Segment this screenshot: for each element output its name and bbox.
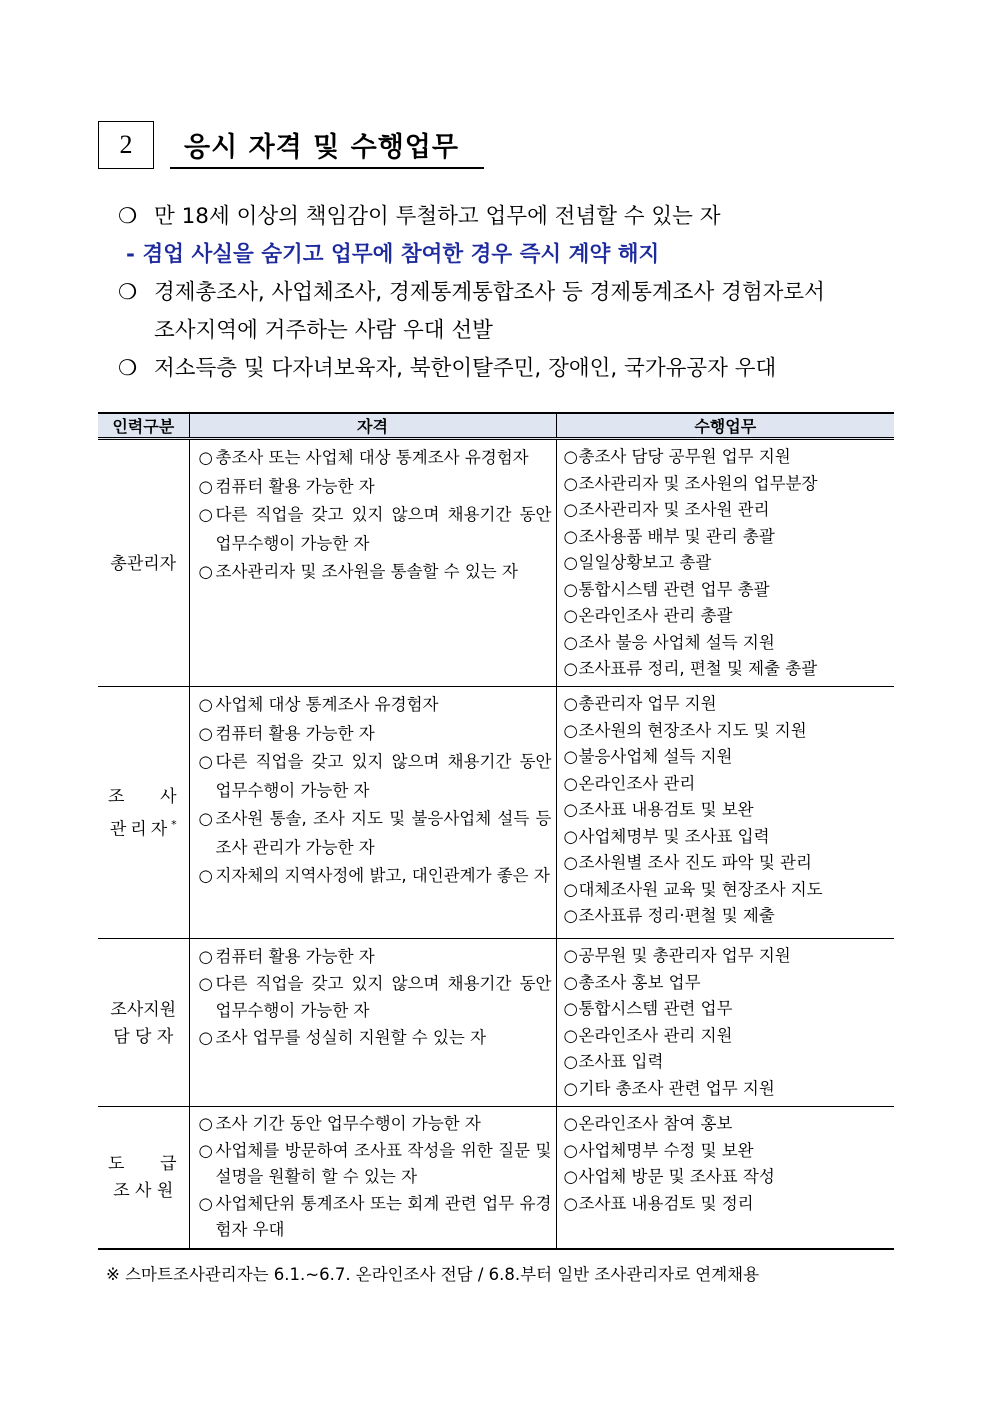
header-qualification: 자격 xyxy=(189,413,556,439)
list-item: ○ 공무원 및 총관리자 업무 지원 xyxy=(563,946,791,965)
role-cell: 도 급 조 사 원 xyxy=(98,1107,189,1249)
bullet-item: ❍ 만 18세 이상의 책임감이 투철하고 업무에 전념할 수 있는 자 xyxy=(118,198,908,236)
list-item: ○ 조사관리자 및 조사원을 통솔할 수 있는 자 xyxy=(198,562,518,581)
list-item: ○ 온라인조사 관리 총괄 xyxy=(563,606,733,625)
qualification-cell xyxy=(189,687,556,939)
section-title: 응시 자격 및 수행업무 xyxy=(170,121,484,169)
circle-bullet-icon: ❍ xyxy=(118,280,138,305)
list-item: ○ 사업체단위 통계조사 또는 회계 관련 업무 유경험자 우대 xyxy=(198,1193,552,1239)
role-cell: 조사지원 담 당 자 xyxy=(98,939,189,1107)
list-item: ○ 컴퓨터 활용 가능한 자 xyxy=(198,723,375,743)
list-item: ○ 조사원의 현장조사 지도 및 지원 xyxy=(563,720,807,740)
table-row xyxy=(98,1107,894,1249)
bullet-item: ❍ 저소득층 및 다자녀보육자, 북한이탈주민, 장애인, 국가유공자 우대 xyxy=(118,350,908,388)
table-row xyxy=(98,439,894,687)
list-item: ○ 조사표 내용검토 및 정리 xyxy=(563,1193,754,1213)
list-item: ○ 조사 기간 동안 업무수행이 가능한 자 xyxy=(198,1114,481,1133)
table-row xyxy=(98,687,894,939)
role-cell: 총관리자 xyxy=(98,439,189,687)
list-item: ○ 지자체의 지역사정에 밝고, 대인관계가 좋은 자 xyxy=(198,866,550,885)
duties-cell xyxy=(556,687,894,939)
qualification-cell xyxy=(189,1107,556,1249)
role-cell: 조 사 관리자* xyxy=(98,687,189,939)
list-item: ○ 조사표 입력 xyxy=(563,1052,664,1071)
circle-bullet-icon: ❍ xyxy=(118,204,138,229)
list-item: ○ 조사표류 정리, 편철 및 제출 총괄 xyxy=(563,659,818,678)
list-item: ○ 다른 직업을 갖고 있지 않으며 채용기간 동안 업무수행이 가능한 자 xyxy=(198,752,552,800)
list-item: ○ 총조사 홍보 업무 xyxy=(563,972,701,992)
list-item: ○ 사업체명부 및 조사표 입력 xyxy=(563,826,770,846)
list-item: ○ 조사 불응 사업체 설득 지원 xyxy=(563,632,775,652)
table-header-row xyxy=(98,413,894,439)
footnote: ※ 스마트조사관리자는 6.1.~6.7. 온라인조사 전담 / 6.8.부터 일반 조사관리자로 연계채용 xyxy=(106,1265,760,1284)
list-item: ○ 조사원 통솔, 조사 지도 및 불응사업체 설득 등 조사 관리가 가능한 자 xyxy=(198,809,552,857)
circle-bullet-icon: ❍ xyxy=(118,356,138,381)
list-item: ○ 불응사업체 설득 지원 xyxy=(563,747,733,766)
staffing-table xyxy=(98,412,894,1250)
list-item: ○ 총조사 담당 공무원 업무 지원 xyxy=(563,447,791,466)
duties-cell xyxy=(556,1107,894,1249)
list-item: ○ 조사용품 배부 및 관리 총괄 xyxy=(563,526,775,546)
list-item: ○ 총관리자 업무 지원 xyxy=(563,694,717,713)
list-item: ○ 온라인조사 참여 홍보 xyxy=(563,1114,733,1133)
duties-cell xyxy=(556,939,894,1107)
list-item: ○ 조사관리자 및 조사원의 업무분장 xyxy=(563,473,818,493)
list-item: ○ 일일상황보고 총괄 xyxy=(563,553,712,572)
qualification-bullets xyxy=(118,198,908,388)
list-item: ○ 기타 총조사 관련 업무 지원 xyxy=(563,1078,775,1098)
header-role: 인력구분 xyxy=(98,413,189,439)
list-item: ○ 다른 직업을 갖고 있지 않으며 채용기간 동안 업무수행이 가능한 자 xyxy=(198,974,552,1020)
section-number: 2 xyxy=(98,121,154,169)
list-item: ○ 조사 업무를 성실히 지원할 수 있는 자 xyxy=(198,1028,487,1047)
dash-bullet: - xyxy=(126,242,135,267)
list-item: ○ 조사표 내용검토 및 보완 xyxy=(563,800,754,819)
list-item: ○ 온라인조사 관리 지원 xyxy=(563,1025,733,1045)
list-item: ○ 조사표류 정리·편철 및 제출 xyxy=(563,906,775,925)
header-duties: 수행업무 xyxy=(556,413,894,439)
table-row xyxy=(98,939,894,1107)
bullet-subitem-warning: - 겸업 사실을 숨기고 업무에 참여한 경우 즉시 계약 해지 xyxy=(126,242,660,267)
list-item: ○ 대체조사원 교육 및 현장조사 지도 xyxy=(563,879,823,899)
bullet-item: ❍ 경제총조사, 사업체조사, 경제통계통합조사 등 경제통계조사 경험자로서 조사지역에 거주하는 사람 우대 선발 xyxy=(118,274,908,350)
list-item: ○ 총조사 또는 사업체 대상 통계조사 유경험자 xyxy=(198,448,529,467)
list-item: ○ 온라인조사 관리 xyxy=(563,773,696,793)
list-item: ○ 조사원별 조사 진도 파악 및 관리 xyxy=(563,853,812,872)
list-item: ○ 통합시스템 관련 업무 xyxy=(563,999,733,1018)
list-item: ○ 통합시스템 관련 업무 총괄 xyxy=(563,579,770,599)
list-item: ○ 조사관리자 및 조사원 관리 xyxy=(563,500,770,519)
list-item: ○ 컴퓨터 활용 가능한 자 xyxy=(198,947,375,966)
list-item: ○ 사업체 방문 및 조사표 작성 xyxy=(563,1167,775,1186)
list-item: ○ 사업체를 방문하여 조사표 작성을 위한 질문 및 설명을 원활히 할 수 있는 자 xyxy=(198,1140,552,1186)
list-item: ○ 사업체 대상 통계조사 유경험자 xyxy=(198,695,439,714)
qualification-cell xyxy=(189,939,556,1107)
duties-cell xyxy=(556,439,894,687)
list-item: ○ 사업체명부 수정 및 보완 xyxy=(563,1140,754,1160)
section-heading xyxy=(98,121,478,169)
qualification-cell xyxy=(189,439,556,687)
list-item: ○ 다른 직업을 갖고 있지 않으며 채용기간 동안 업무수행이 가능한 자 xyxy=(198,505,552,553)
list-item: ○ 컴퓨터 활용 가능한 자 xyxy=(198,476,375,496)
